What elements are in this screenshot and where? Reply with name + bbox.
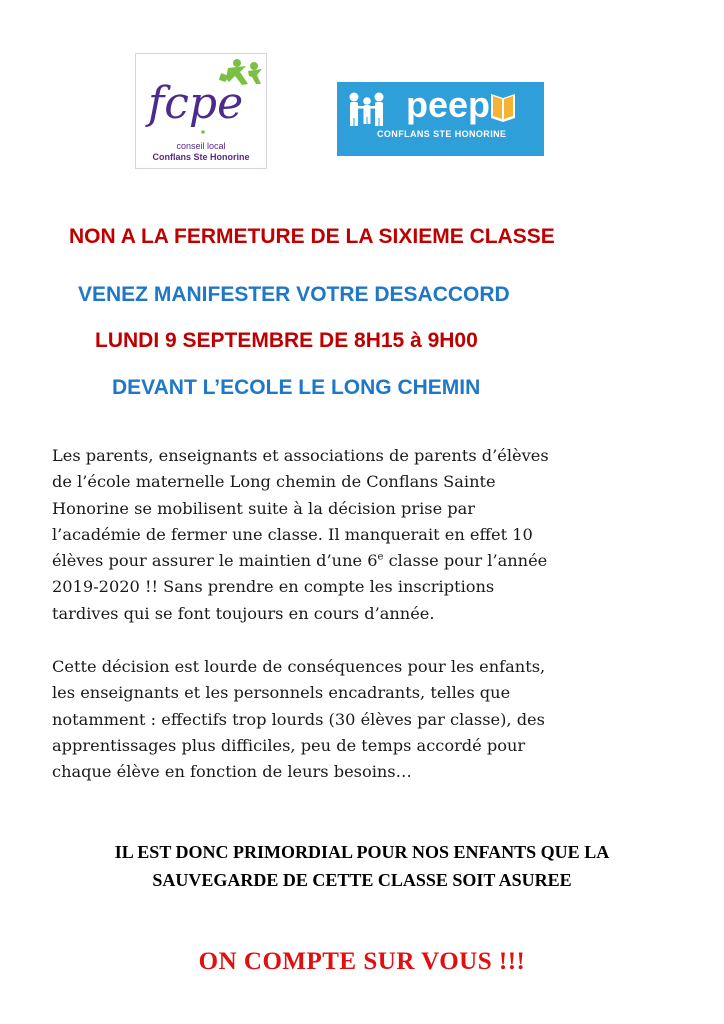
closure-heading: NON A LA FERMETURE DE LA SIXIEME CLASSE: [69, 225, 555, 248]
date-heading: LUNDI 9 SEPTEMBRE DE 8H15 à 9H00: [95, 329, 478, 352]
paragraph-mobilisation: [52, 443, 692, 627]
fcpe-subtitle-line2: Conflans Ste Honorine: [152, 152, 250, 162]
closing-line: SAUVEGARDE DE CETTE CLASSE SOIT ASUREE: [152, 870, 572, 890]
paragraph-line: de l’école maternelle Long chemin de Conflans Sainte: [52, 472, 496, 492]
paragraph-line: Les parents, enseignants et associations de parents d’élèves: [52, 446, 549, 465]
paragraph-line: tardives qui se font toujours en cours d’année.: [52, 603, 435, 623]
fcpe-wordmark: fcpe: [148, 78, 244, 129]
paragraph-line: Cette décision est lourde de conséquences pour les enfants,: [52, 657, 546, 676]
ordinal-superscript: e: [377, 551, 384, 563]
fcpe-subtitle-line1: conseil local: [176, 141, 226, 151]
peep-wordmark: peep: [406, 84, 491, 125]
paragraph-consequences: [52, 654, 692, 785]
closing-statement: [0, 838, 724, 894]
location-heading: DEVANT L’ECOLE LE LONG CHEMIN: [112, 376, 481, 399]
paragraph-line: chaque élève en fonction de leurs besoins…: [52, 762, 412, 782]
paragraph-line: 2019-2020 !! Sans prendre en compte les inscriptions: [52, 577, 495, 597]
call-to-action: ON COMPTE SUR VOUS !!!: [198, 948, 526, 975]
paragraph-line: l’académie de fermer une classe. Il manquerait en effet 10: [52, 524, 533, 544]
protest-heading: VENEZ MANIFESTER VOTRE DESACCORD: [78, 283, 510, 306]
paragraph-line: apprentissages plus difficiles, peu de temps accordé pour: [52, 735, 526, 755]
paragraph-line: notamment : effectifs trop lourds (30 élèves par classe), des: [52, 709, 545, 729]
family-icon: [350, 93, 384, 127]
closing-line: IL EST DONC PRIMORDIAL POUR NOS ENFANTS QUE LA: [114, 842, 610, 862]
book-icon: [491, 94, 515, 122]
paragraph-line: Honorine se mobilisent suite à la décision prise par: [52, 498, 476, 518]
paragraph-text: élèves pour assurer le maintien d’une 6: [52, 551, 378, 571]
paragraph-text: classe pour l’année: [383, 551, 548, 571]
peep-subtitle: CONFLANS STE HONORINE: [377, 129, 507, 139]
peep-logo: [337, 82, 544, 156]
paragraph-line: [52, 548, 692, 574]
fcpe-logo: [135, 53, 267, 169]
paragraph-line: les enseignants et les personnels encadrants, telles que: [52, 683, 511, 703]
